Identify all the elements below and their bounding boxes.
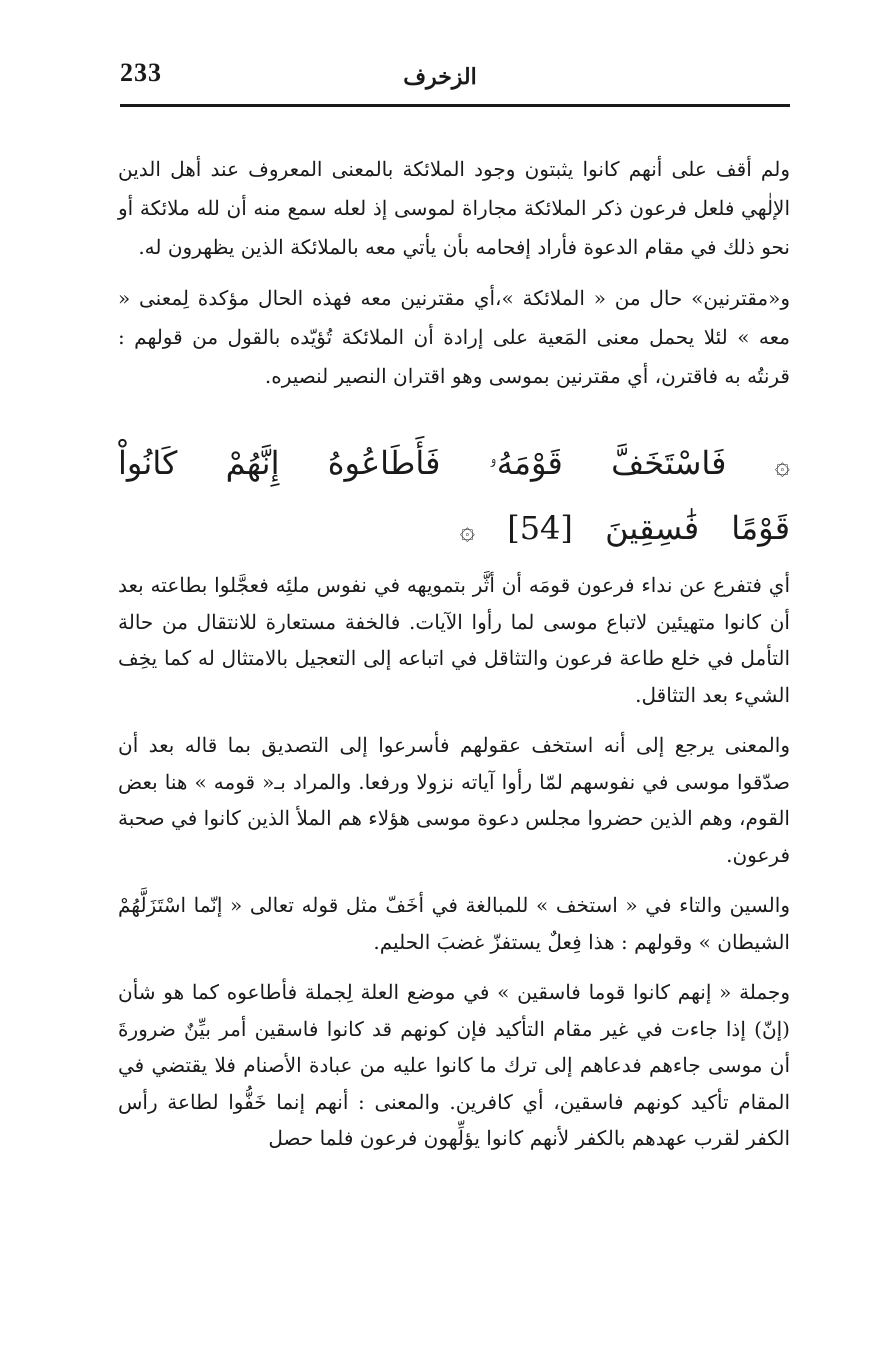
paragraph-1: ولم أقف على أنهم كانوا يثبتون وجود الملائكة بالمعنى المعروف عند أهل الدين الإلٰهي فلعل فرعون ذكر الملائكة مجاراة لموسى إذ لعله سمع منه أن لله ملائكة أو نحو ذلك في مقام الدعوة فأراد إفحامه بأن يأتي معه بالملائكة الذين يظهرون له. — [118, 157, 790, 259]
text-section-top — [118, 150, 790, 396]
text-section-bottom — [118, 567, 790, 1157]
verse-close-ornament: ۞ — [459, 516, 476, 546]
page-number: 233 — [120, 58, 162, 87]
verse-open-ornament: ۞ — [774, 451, 791, 481]
paragraph-2: و«مقترنين» حال من « الملائكة »،أي مقترنين معه فهذه الحال مؤكدة لِمعنى « معه » لئلا يحمل معنى المَعية على إرادة أن الملائكة تُؤيّده بالقول من قولهم : قرنتُه به فاقترن، أي مقترنين بموسى وهو اقتران النصير لنصيره. — [118, 286, 790, 388]
paragraph-4: والمعنى يرجع إلى أنه استخف عقولهم فأسرعوا إلى التصديق بما قاله بعد أن صدّقوا موسى في نفوسهم لمّا رأوا آياته نزولا ورفعا. والمراد بـ« قومه » هنا بعض القوم، وهم الذين حضروا مجلس دعوة موسى هؤلاء هم الملأ الذين كانوا في صحبة فرعون. — [118, 733, 790, 867]
paragraph-3: أي فتفرع عن نداء فرعون قومَه أن أثَّر بتمويهه في نفوس ملئِه فعجَّلوا بطاعته بعد أن كانوا متهيئين لاتباع موسى لما رأوا الآيات. فالخفة مستعارة للانتقال من حالة التأمل في خلع طاعة فرعون والتثاقل في اتباعه إلى التعجيل بالامتثال له كما يخِف الشيء بعد التثاقل. — [118, 573, 790, 707]
quran-verse — [118, 432, 790, 562]
header-rule — [120, 104, 790, 107]
paragraph-6: وجملة « إنهم كانوا قوما فاسقين » في موضع العلة لِجملة فأطاعوه كما هو شأن (إنّ) إذا جاءت في غير مقام التأكيد فإن كونهم قد كانوا فاسقين أمر بيِّنٌ ضرورةَ أن موسى جاءهم فدعاهم إلى ترك ما كانوا عليه من عبادة الأصنام فلا يقتضي في المقام تأكيد كونهم فاسقين، أي كافرين. والمعنى : أنهم إنما خَفُّوا لطاعة رأس الكفر لقرب عهدهم بالكفر لأنهم كانوا يؤلِّهون فرعون فلما حصل — [118, 980, 790, 1150]
running-title: الزخرف — [403, 64, 477, 90]
verse-number: [54] — [507, 509, 573, 547]
paragraph-5: والسين والتاء في « استخف » للمبالغة في أخَفّ مثل قوله تعالى « إنّما اسْتَزَلَّهُمْ الشيطان » وقولهم : هذا فِعلٌ يستفزّ غضبَ الحليم. — [118, 893, 790, 954]
verse-text: فَاسْتَخَفَّ قَوْمَهُۥ فَأَطَاعُوهُ إِنَّهُمْ كَانُواْ قَوْمًا فَٰسِقِينَ — [118, 444, 790, 547]
